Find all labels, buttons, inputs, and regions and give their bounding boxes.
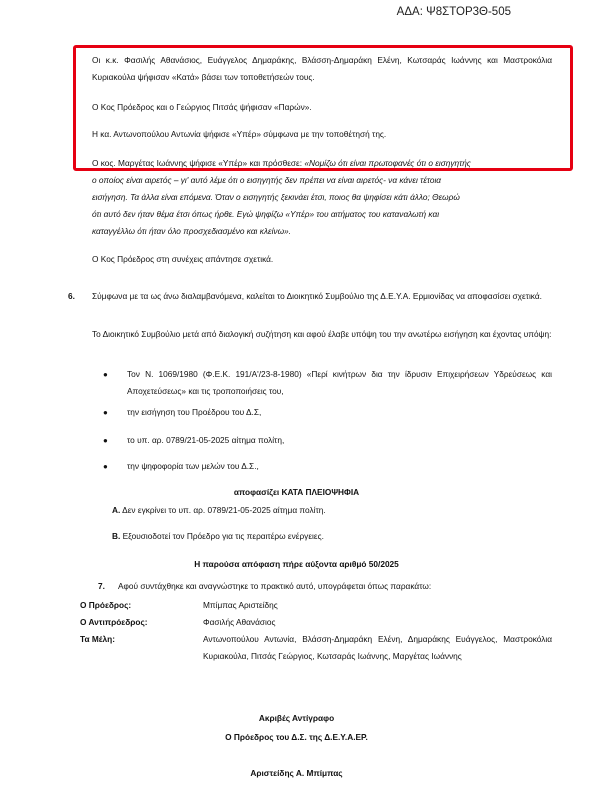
quote-line-2: ο οποίος είναι αιρετός – γι' αυτό λέμε ότι ο εισηγητής δεν πρέπει να είναι αιρετός- να κάνει τέτοια xyxy=(92,175,442,185)
bullet-item-3: το υπ. αρ. 0789/21-05-2025 αίτημα πολίτη, xyxy=(127,435,285,445)
bullet-item-4: την ψηφοφορία των μελών του Δ.Σ., xyxy=(127,461,259,471)
decision-a-text: Δεν εγκρίνει το υπ. αρ. 0789/21-05-2025 αίτημα πολίτη. xyxy=(122,505,326,515)
members-value: Αντωνοπούλου Αντωνία, Βλάσση-Δημαράκη Ελένη, Δημαράκης Ευάγγελος, Μαστροκόλια Κυριακούλα, Πιτσάς Γεώργιος, Κωτσαράς Ιωάννης, Μαργέτας Ιωάννης xyxy=(203,634,552,661)
item-7-text: Αφού συντάχθηκε και αναγνώστηκε το πρακτικό αυτό, υπογράφεται όπως παρακάτω: xyxy=(118,581,432,591)
quote-line-1: «Νομίζω ότι είναι πρωτοφανές ότι ο εισηγητής xyxy=(304,158,471,168)
vice-president-label: Ο Αντιπρόεδρος: xyxy=(80,617,148,627)
item-6-number: 6. xyxy=(68,291,75,301)
decision-b-letter: Β. xyxy=(112,531,121,541)
decision-b xyxy=(112,528,324,545)
bullet-item-2: την εισήγηση του Προέδρου του Δ.Σ, xyxy=(127,407,262,417)
decision-heading: αποφασίζει ΚΑΤΑ ΠΛΕΙΟΨΗΦΙΑ xyxy=(233,487,360,497)
bullet-icon: ● xyxy=(103,462,108,471)
vote-against-paragraph: Οι κ.κ. Φασιλής Αθανάσιος, Ευάγγελος Δημαράκης, Βλάσση-Δημαράκη Ελένη, Κωτσαράς Ιωάννης και Μαστροκόλια Κυριακούλα ψήφισαν «Κατά» βάσει των τοποθετήσεών τους. xyxy=(92,55,552,82)
signatory-name: Αριστείδης Α. Μπίμπας xyxy=(250,768,343,778)
vote-for-margetas-paragraph xyxy=(92,155,552,240)
decision-number: Η παρούσα απόφαση πήρε αύξοντα αριθμό 50/2025 xyxy=(194,559,399,569)
item-6-text: Σύμφωνα με τα ως άνω διαλαμβανόμενα, καλείται το Διοικητικό Συμβούλιο της Δ.Ε.Υ.Α. Ερμιονίδας να αποφασίσει σχετικά. xyxy=(92,291,542,301)
vote-present-paragraph: Ο Κος Πρόεδρος και ο Γεώργιος Πιτσάς ψήφισαν «Παρών». xyxy=(92,102,312,112)
vote-for-margetas-prefix: Ο κος. Μαργέτας Ιωάννης ψήφισε «Υπέρ» και πρόσθεσε: xyxy=(92,158,305,168)
quote-line-3: εισήγηση. Τα άλλα είναι επόμενα. Όταν ο εισηγητής ξεκινάει έτσι, ποιος θα ψηφίσει κάτι άλλο; Θεωρώ xyxy=(92,192,460,202)
ada-code: ΑΔΑ: Ψ8ΣΤΟΡ3Θ-505 xyxy=(396,6,511,18)
decision-b-text: Εξουσιοδοτεί τον Πρόεδρο για τις περαιτέρω ενέργειες. xyxy=(122,531,324,541)
signatory-role: Ο Πρόεδρος του Δ.Σ. της Δ.Ε.Υ.Α.ΕΡ. xyxy=(225,732,368,742)
item-7-number: 7. xyxy=(98,581,105,591)
vice-president-value: Φασιλής Αθανάσιος xyxy=(203,617,276,627)
exact-copy-heading: Ακριβές Αντίγραφο xyxy=(258,713,335,723)
item-6-intro: Το Διοικητικό Συμβούλιο μετά από διαλογική συζήτηση και αφού έλαβε υπόψη του την ανωτέρω εισήγηση και έχοντας υπόψη: xyxy=(92,329,552,339)
quote-line-5: καταγγέλλω ότι ήταν όλο προσχεδιασμένο και κλείνω». xyxy=(92,226,291,236)
bullet-icon: ● xyxy=(103,436,108,445)
vote-for-paragraph: Η κα. Αντωνοπούλου Αντωνία ψήφισε «Υπέρ» σύμφωνα με την τοποθέτησή της. xyxy=(92,129,387,139)
bullet-icon: ● xyxy=(103,370,108,379)
decision-a-letter: Α. xyxy=(112,505,121,515)
quote-line-4: ότι αυτό δεν ήταν θέμα έτσι όπως ήρθε. Εγώ ψηφίζω «Υπέρ» του αιτήματος του καταναλωτή και xyxy=(92,209,440,219)
president-value: Μπίμπας Αριστείδης xyxy=(203,600,278,610)
president-label: Ο Πρόεδρος: xyxy=(80,600,132,610)
bullet-icon: ● xyxy=(103,408,108,417)
bullet-item-1: Τον Ν. 1069/1980 (Φ.Ε.Κ. 191/Α'/23-8-1980) «Περί κινήτρων δια την ίδρυσιν Επιχειρήσεων Υδρεύσεως και Αποχετεύσεως» και τις τροποποιήσεις του, xyxy=(127,369,552,396)
president-reply: Ο Κος Πρόεδρος στη συνέχεις απάντησε σχετικά. xyxy=(92,254,274,264)
decision-a xyxy=(112,502,326,519)
members-label: Τα Μέλη: xyxy=(80,634,115,644)
